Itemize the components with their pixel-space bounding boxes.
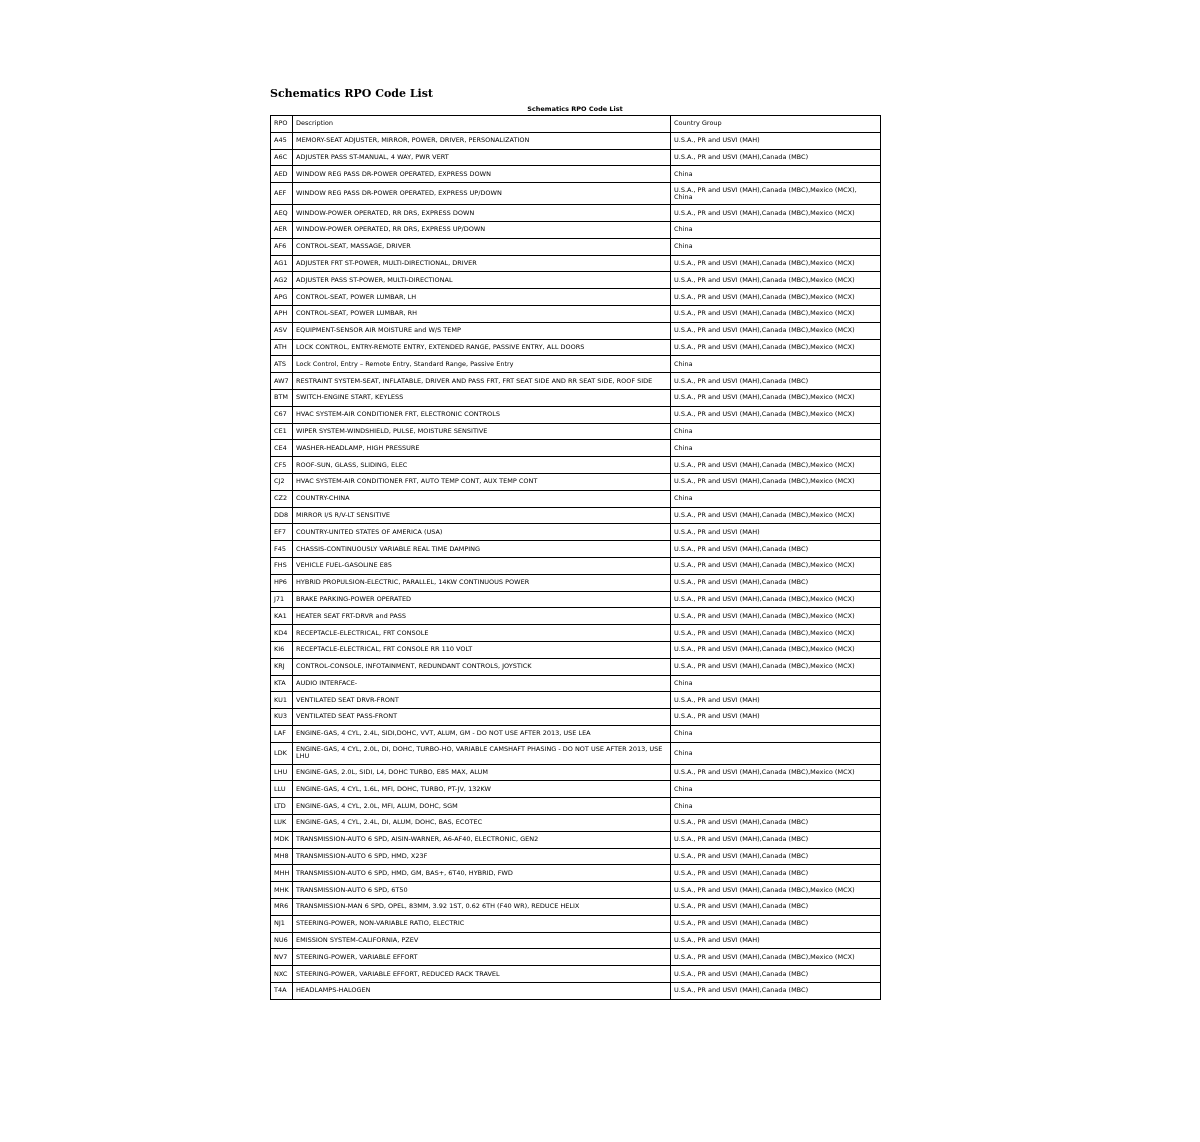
rpo-cell: NV7: [271, 949, 293, 966]
description-cell: CONTROL-SEAT, POWER LUMBAR, RH: [293, 305, 671, 322]
table-row: [271, 932, 881, 949]
rpo-cell: NU6: [271, 932, 293, 949]
rpo-cell: MH8: [271, 848, 293, 865]
table-row: [271, 373, 881, 390]
country-group-cell: U.S.A., PR and USVI (MAH),Canada (MBC),Mexico (MCX): [671, 557, 881, 574]
rpo-cell: F45: [271, 541, 293, 558]
rpo-cell: ASV: [271, 322, 293, 339]
country-group-cell: U.S.A., PR and USVI (MAH),Canada (MBC): [671, 983, 881, 1000]
rpo-cell: A45: [271, 132, 293, 149]
description-cell: TRANSMISSION-AUTO 6 SPD, HMD, X23F: [293, 848, 671, 865]
country-group-cell: U.S.A., PR and USVI (MAH),Canada (MBC): [671, 541, 881, 558]
table-row: [271, 882, 881, 899]
table-row: [271, 524, 881, 541]
table-row: [271, 815, 881, 832]
table-row: [271, 781, 881, 798]
rpo-cell: HP6: [271, 574, 293, 591]
table-row: [271, 183, 881, 205]
table-row: [271, 238, 881, 255]
table-row: [271, 966, 881, 983]
rpo-cell: LTD: [271, 798, 293, 815]
description-cell: TRANSMISSION-MAN 6 SPD, OPEL, 83MM, 3.92 1ST, 0.62 6TH (F40 WR), REDUCE HELIX: [293, 899, 671, 916]
country-group-cell: U.S.A., PR and USVI (MAH),Canada (MBC): [671, 373, 881, 390]
country-group-cell: U.S.A., PR and USVI (MAH),Canada (MBC): [671, 915, 881, 932]
country-group-cell: U.S.A., PR and USVI (MAH),Canada (MBC),Mexico (MCX): [671, 641, 881, 658]
description-cell: CONTROL-CONSOLE, INFOTAINMENT, REDUNDANT CONTROLS, JOYSTICK: [293, 658, 671, 675]
rpo-cell: FHS: [271, 557, 293, 574]
table-row: [271, 457, 881, 474]
rpo-cell: A6C: [271, 149, 293, 166]
description-cell: CONTROL-SEAT, MASSAGE, DRIVER: [293, 238, 671, 255]
description-cell: EQUIPMENT-SENSOR AIR MOISTURE and W/S TEMP: [293, 322, 671, 339]
rpo-cell: MR6: [271, 899, 293, 916]
table-row: [271, 848, 881, 865]
description-cell: ADJUSTER PASS ST-POWER, MULTI-DIRECTIONAL: [293, 272, 671, 289]
description-cell: STEERING-POWER, VARIABLE EFFORT: [293, 949, 671, 966]
description-cell: ADJUSTER PASS ST-MANUAL, 4 WAY, PWR VERT: [293, 149, 671, 166]
country-group-cell: U.S.A., PR and USVI (MAH),Canada (MBC): [671, 848, 881, 865]
table-row: [271, 949, 881, 966]
rpo-cell: NJ1: [271, 915, 293, 932]
table-row: [271, 557, 881, 574]
header-description: Description: [293, 116, 671, 133]
description-cell: AUDIO INTERFACE-: [293, 675, 671, 692]
country-group-cell: U.S.A., PR and USVI (MAH),Canada (MBC),Mexico (MCX): [671, 339, 881, 356]
table-row: [271, 322, 881, 339]
table-row: [271, 289, 881, 306]
rpo-cell: ATH: [271, 339, 293, 356]
header-country-group: Country Group: [671, 116, 881, 133]
country-group-cell: U.S.A., PR and USVI (MAH): [671, 932, 881, 949]
rpo-cell: NXC: [271, 966, 293, 983]
table-row: [271, 440, 881, 457]
country-group-cell: U.S.A., PR and USVI (MAH),Canada (MBC),Mexico (MCX): [671, 507, 881, 524]
table-row: [271, 490, 881, 507]
country-group-cell: U.S.A., PR and USVI (MAH),Canada (MBC),Mexico (MCX): [671, 764, 881, 781]
description-cell: VENTILATED SEAT PASS-FRONT: [293, 709, 671, 726]
description-cell: COUNTRY-UNITED STATES OF AMERICA (USA): [293, 524, 671, 541]
description-cell: VEHICLE FUEL-GASOLINE E85: [293, 557, 671, 574]
table-row: [271, 764, 881, 781]
table-row: [271, 406, 881, 423]
description-cell: ADJUSTER FRT ST-POWER, MULTI-DIRECTIONAL, DRIVER: [293, 255, 671, 272]
table-row: [271, 221, 881, 238]
rpo-cell: KU1: [271, 692, 293, 709]
country-group-cell: U.S.A., PR and USVI (MAH),Canada (MBC),Mexico (MCX): [671, 658, 881, 675]
country-group-cell: U.S.A., PR and USVI (MAH),Canada (MBC): [671, 815, 881, 832]
rpo-cell: C67: [271, 406, 293, 423]
country-group-cell: China: [671, 423, 881, 440]
description-cell: RESTRAINT SYSTEM-SEAT, INFLATABLE, DRIVER AND PASS FRT, FRT SEAT SIDE AND RR SEAT SIDE, ROOF SIDE: [293, 373, 671, 390]
rpo-cell: CZ2: [271, 490, 293, 507]
country-group-cell: China: [671, 675, 881, 692]
country-group-cell: U.S.A., PR and USVI (MAH),Canada (MBC),Mexico (MCX): [671, 205, 881, 222]
table-row: [271, 865, 881, 882]
country-group-cell: China: [671, 221, 881, 238]
description-cell: ENGINE-GAS, 4 CYL, 2.0L, MFI, ALUM, DOHC, SGM: [293, 798, 671, 815]
rpo-cell: LAF: [271, 725, 293, 742]
description-cell: TRANSMISSION-AUTO 6 SPD, HMD, GM, BAS+, 6T40, HYBRID, FWD: [293, 865, 671, 882]
table-row: [271, 255, 881, 272]
table-row: [271, 692, 881, 709]
rpo-cell: AED: [271, 166, 293, 183]
description-cell: WINDOW REG PASS DR-POWER OPERATED, EXPRESS UP/DOWN: [293, 183, 671, 205]
description-cell: CHASSIS-CONTINUOUSLY VARIABLE REAL TIME DAMPING: [293, 541, 671, 558]
country-group-cell: U.S.A., PR and USVI (MAH),Canada (MBC),Mexico (MCX): [671, 949, 881, 966]
description-cell: MEMORY-SEAT ADJUSTER, MIRROR, POWER, DRIVER, PERSONALIZATION: [293, 132, 671, 149]
table-row: [271, 389, 881, 406]
description-cell: RECEPTACLE-ELECTRICAL, FRT CONSOLE: [293, 625, 671, 642]
country-group-cell: U.S.A., PR and USVI (MAH),Canada (MBC),Mexico (MCX): [671, 473, 881, 490]
description-cell: HYBRID PROPULSION-ELECTRIC, PARALLEL, 14KW CONTINUOUS POWER: [293, 574, 671, 591]
country-group-cell: U.S.A., PR and USVI (MAH),Canada (MBC),Mexico (MCX): [671, 389, 881, 406]
rpo-cell: AG2: [271, 272, 293, 289]
rpo-cell: AG1: [271, 255, 293, 272]
description-cell: WINDOW REG PASS DR-POWER OPERATED, EXPRESS DOWN: [293, 166, 671, 183]
table-row: [271, 205, 881, 222]
description-cell: MIRROR I/S R/V-LT SENSITIVE: [293, 507, 671, 524]
table-row: [271, 742, 881, 764]
country-group-cell: China: [671, 798, 881, 815]
description-cell: BRAKE PARKING-POWER OPERATED: [293, 591, 671, 608]
table-row: [271, 507, 881, 524]
country-group-cell: U.S.A., PR and USVI (MAH),Canada (MBC),Mexico (MCX): [671, 255, 881, 272]
country-group-cell: U.S.A., PR and USVI (MAH),Canada (MBC): [671, 966, 881, 983]
rpo-cell: AW7: [271, 373, 293, 390]
description-cell: STEERING-POWER, NON-VARIABLE RATIO, ELECTRIC: [293, 915, 671, 932]
country-group-cell: U.S.A., PR and USVI (MAH): [671, 692, 881, 709]
table-row: [271, 675, 881, 692]
rpo-cell: APH: [271, 305, 293, 322]
table-row: [271, 798, 881, 815]
country-group-cell: China: [671, 356, 881, 373]
rpo-cell: T4A: [271, 983, 293, 1000]
country-group-cell: U.S.A., PR and USVI (MAH),Canada (MBC),Mexico (MCX): [671, 305, 881, 322]
description-cell: WIPER SYSTEM-WINDSHIELD, PULSE, MOISTURE SENSITIVE: [293, 423, 671, 440]
country-group-cell: U.S.A., PR and USVI (MAH): [671, 132, 881, 149]
description-cell: WASHER-HEADLAMP, HIGH PRESSURE: [293, 440, 671, 457]
rpo-cell: AEF: [271, 183, 293, 205]
table-row: [271, 709, 881, 726]
description-cell: RECEPTACLE-ELECTRICAL, FRT CONSOLE RR 110 VOLT: [293, 641, 671, 658]
table-row: [271, 608, 881, 625]
rpo-cell: J71: [271, 591, 293, 608]
rpo-cell: KU3: [271, 709, 293, 726]
rpo-cell: KTA: [271, 675, 293, 692]
description-cell: ENGINE-GAS, 4 CYL, 2.4L, SIDI,DOHC, VVT, ALUM, GM - DO NOT USE AFTER 2013, USE LEA: [293, 725, 671, 742]
description-cell: WINDOW-POWER OPERATED, RR DRS, EXPRESS DOWN: [293, 205, 671, 222]
country-group-cell: U.S.A., PR and USVI (MAH),Canada (MBC): [671, 899, 881, 916]
description-cell: STEERING-POWER, VARIABLE EFFORT, REDUCED RACK TRAVEL: [293, 966, 671, 983]
table-row: [271, 305, 881, 322]
description-cell: HEADLAMPS-HALOGEN: [293, 983, 671, 1000]
rpo-cell: LUK: [271, 815, 293, 832]
rpo-cell: KD4: [271, 625, 293, 642]
country-group-cell: China: [671, 781, 881, 798]
country-group-cell: U.S.A., PR and USVI (MAH): [671, 709, 881, 726]
rpo-cell: AEQ: [271, 205, 293, 222]
country-group-cell: China: [671, 725, 881, 742]
table-row: [271, 641, 881, 658]
rpo-cell: CF5: [271, 457, 293, 474]
rpo-cell: MHH: [271, 865, 293, 882]
rpo-cell: CE4: [271, 440, 293, 457]
table-row: [271, 983, 881, 1000]
table-caption: Schematics RPO Code List: [527, 105, 623, 113]
rpo-cell: APG: [271, 289, 293, 306]
rpo-cell: KI6: [271, 641, 293, 658]
country-group-cell: U.S.A., PR and USVI (MAH),Canada (MBC),Mexico (MCX): [671, 591, 881, 608]
description-cell: EMISSION SYSTEM-CALIFORNIA, PZEV: [293, 932, 671, 949]
description-cell: HVAC SYSTEM-AIR CONDITIONER FRT, AUTO TEMP CONT, AUX TEMP CONT: [293, 473, 671, 490]
rpo-cell: AF6: [271, 238, 293, 255]
table-row: [271, 915, 881, 932]
table-row: [271, 356, 881, 373]
description-cell: Lock Control, Entry – Remote Entry, Standard Range, Passive Entry: [293, 356, 671, 373]
country-group-cell: U.S.A., PR and USVI (MAH): [671, 524, 881, 541]
rpo-cell: MHK: [271, 882, 293, 899]
country-group-cell: China: [671, 742, 881, 764]
rpo-cell: DD8: [271, 507, 293, 524]
description-cell: ENGINE-GAS, 4 CYL, 2.4L, DI, ALUM, DOHC, BAS, ECOTEC: [293, 815, 671, 832]
country-group-cell: U.S.A., PR and USVI (MAH),Canada (MBC),Mexico (MCX): [671, 322, 881, 339]
country-group-cell: U.S.A., PR and USVI (MAH),Canada (MBC),Mexico (MCX): [671, 406, 881, 423]
table-row: [271, 831, 881, 848]
table-row: [271, 541, 881, 558]
country-group-cell: U.S.A., PR and USVI (MAH),Canada (MBC),Mexico (MCX): [671, 608, 881, 625]
description-cell: ENGINE-GAS, 4 CYL, 2.0L, DI, DOHC, TURBO-HO, VARIABLE CAMSHAFT PHASING - DO NOT USE AFTER 2013, USE LHU: [293, 742, 671, 764]
country-group-cell: U.S.A., PR and USVI (MAH),Canada (MBC),Mexico (MCX): [671, 289, 881, 306]
description-cell: LOCK CONTROL, ENTRY-REMOTE ENTRY, EXTENDED RANGE, PASSIVE ENTRY, ALL DOORS: [293, 339, 671, 356]
table-header-row: [271, 116, 881, 133]
description-cell: HEATER SEAT FRT-DRVR and PASS: [293, 608, 671, 625]
country-group-cell: U.S.A., PR and USVI (MAH),Canada (MBC),Mexico (MCX): [671, 457, 881, 474]
rpo-cell: KRJ: [271, 658, 293, 675]
table-row: [271, 574, 881, 591]
rpo-cell: CJ2: [271, 473, 293, 490]
country-group-cell: China: [671, 166, 881, 183]
table-row: [271, 473, 881, 490]
page-title: Schematics RPO Code List: [270, 87, 434, 100]
table-row: [271, 272, 881, 289]
table-row: [271, 166, 881, 183]
country-group-cell: China: [671, 440, 881, 457]
description-cell: ENGINE-GAS, 2.0L, SIDI, L4, DOHC TURBO, E85 MAX, ALUM: [293, 764, 671, 781]
rpo-cell: EF7: [271, 524, 293, 541]
description-cell: TRANSMISSION-AUTO 6 SPD, AISIN-WARNER, A6-AF40, ELECTRONIC, GEN2: [293, 831, 671, 848]
country-group-cell: U.S.A., PR and USVI (MAH),Canada (MBC): [671, 865, 881, 882]
country-group-cell: China: [671, 490, 881, 507]
country-group-cell: U.S.A., PR and USVI (MAH),Canada (MBC),Mexico (MCX), China: [671, 183, 881, 205]
description-cell: HVAC SYSTEM-AIR CONDITIONER FRT, ELECTRONIC CONTROLS: [293, 406, 671, 423]
description-cell: ROOF-SUN, GLASS, SLIDING, ELEC: [293, 457, 671, 474]
table-row: [271, 423, 881, 440]
country-group-cell: U.S.A., PR and USVI (MAH),Canada (MBC),Mexico (MCX): [671, 625, 881, 642]
country-group-cell: U.S.A., PR and USVI (MAH),Canada (MBC): [671, 574, 881, 591]
rpo-code-table: [270, 115, 881, 1000]
table-row: [271, 899, 881, 916]
header-rpo: RPO: [271, 116, 293, 133]
table-row: [271, 625, 881, 642]
description-cell: SWITCH-ENGINE START, KEYLESS: [293, 389, 671, 406]
description-cell: WINDOW-POWER OPERATED, RR DRS, EXPRESS UP/DOWN: [293, 221, 671, 238]
description-cell: COUNTRY-CHINA: [293, 490, 671, 507]
description-cell: TRANSMISSION-AUTO 6 SPD, 6T50: [293, 882, 671, 899]
rpo-cell: BTM: [271, 389, 293, 406]
country-group-cell: U.S.A., PR and USVI (MAH),Canada (MBC): [671, 831, 881, 848]
description-cell: VENTILATED SEAT DRVR-FRONT: [293, 692, 671, 709]
rpo-cell: MDK: [271, 831, 293, 848]
country-group-cell: U.S.A., PR and USVI (MAH),Canada (MBC),Mexico (MCX): [671, 272, 881, 289]
table-row: [271, 149, 881, 166]
table-row: [271, 725, 881, 742]
description-cell: ENGINE-GAS, 4 CYL, 1.6L, MFI, DOHC, TURBO, PT-JV, 132KW: [293, 781, 671, 798]
table-row: [271, 591, 881, 608]
table-row: [271, 658, 881, 675]
rpo-cell: ATS: [271, 356, 293, 373]
rpo-cell: CE1: [271, 423, 293, 440]
country-group-cell: U.S.A., PR and USVI (MAH),Canada (MBC): [671, 149, 881, 166]
description-cell: CONTROL-SEAT, POWER LUMBAR, LH: [293, 289, 671, 306]
rpo-cell: LLU: [271, 781, 293, 798]
rpo-cell: LHU: [271, 764, 293, 781]
country-group-cell: U.S.A., PR and USVI (MAH),Canada (MBC),Mexico (MCX): [671, 882, 881, 899]
rpo-cell: LDK: [271, 742, 293, 764]
rpo-cell: KA1: [271, 608, 293, 625]
country-group-cell: China: [671, 238, 881, 255]
rpo-cell: AER: [271, 221, 293, 238]
table-row: [271, 339, 881, 356]
table-row: [271, 132, 881, 149]
